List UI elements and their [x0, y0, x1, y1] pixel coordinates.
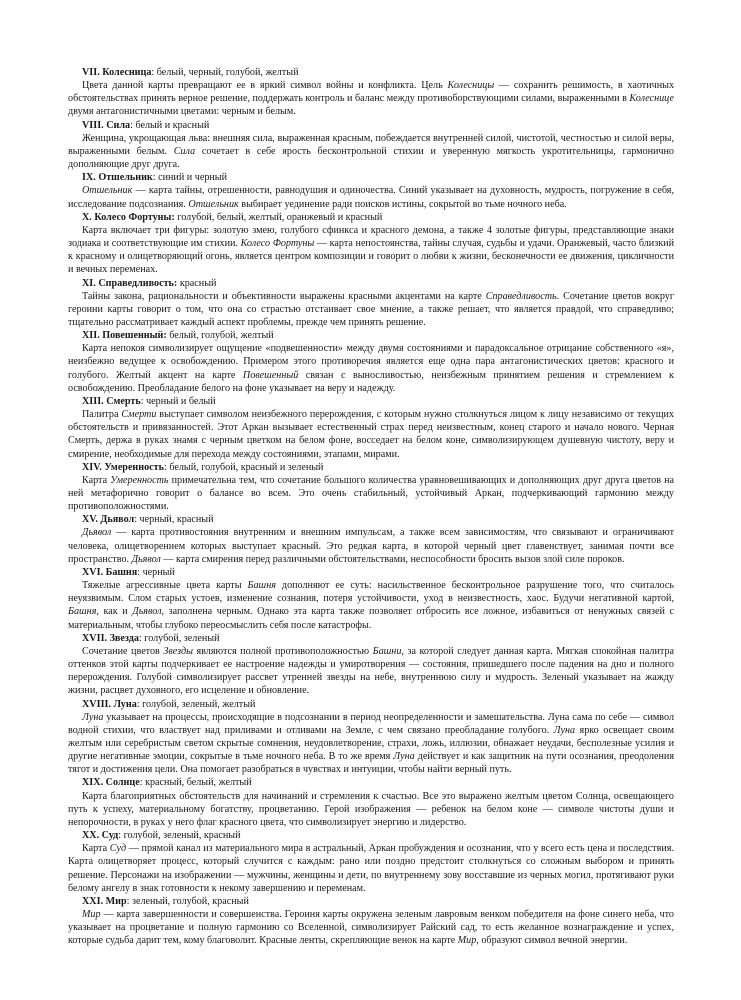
card-title: VIII. Сила	[82, 119, 131, 131]
section-heading	[68, 632, 674, 645]
section-paragraph: Мир — карта завершенности и совершенства. Героиня карты окружена зеленым лавровым венком победителя на фоне синего неба, что указывает на процветание и полную гармонию со Вселенной, символизирует Райский сад, то есть желанное вознаграждение и успех, которые судьба дарит тем, кому благоволит. Красные ленты, скрепляющие венок на карте Мир, образуют символ вечной энергии.	[68, 909, 674, 947]
section-paragraph: Женщина, укрощающая льва: внешняя сила, выраженная красным, побеждается внутренней силой, чистотой, честностью и силой веры, выраженными белым. Сила сочетает в себе ярость бесконтрольной стихии и уверенную мягкость укротительницы, гармонично дополняющие друг друга.	[68, 132, 674, 171]
card-colors: : черный и белый	[140, 395, 216, 407]
card-title: XIII. Смерть	[82, 395, 141, 407]
section-heading	[68, 171, 674, 184]
section-paragraph: Карта благоприятных обстоятельств для начинаний и стремления к счастью. Все это выражено желтым цветом Солнца, освещающего путь к успеху, материальному богатству, процветанию. Герой изображения — ребенок на белом коне — символе чистоты души и непорочности, в руках у него флаг красного цвета, что символизирует энергию и лидерство.	[68, 790, 674, 828]
tarot-card-section	[68, 513, 674, 566]
section-paragraph: Карта включает три фигуры: золотую змею, голубого сфинкса и красного демона, а также 4 золотые фигуры, представляющие знаки зодиака и соответствующие им стихии. Колесо Фортуны — карта непостоянства, тайны случая, судьбы и удачи. Оранжевый, часто близкий к красному и олицетворяющий огонь, является центром композиции и говорит о любви к жизни, бесконечности ее движения, цикличности и вечных переменах.	[68, 224, 674, 276]
card-title: XVII. Звезда	[82, 632, 139, 644]
tarot-card-section	[68, 698, 674, 777]
card-colors: : белый и красный	[130, 119, 210, 131]
section-heading	[68, 119, 674, 132]
section-paragraph: Карта Суд — прямой канал из материального мира в астральный, Аркан пробуждения и осознания, что у всего есть цена и последствия. Карта олицетворяет процесс, который случится с каждым: рано или поздно предстоит столкнуться со сложным выбором и принять решение. Персонажи на изображении — мужчины, женщины и дети, по внутреннему зову восставшие из черных могил, протягивают руки белому ангелу в знак готовности к некому завершению и переменам.	[68, 843, 674, 894]
section-heading	[68, 566, 674, 579]
tarot-card-section	[68, 632, 674, 698]
section-paragraph: Цвета данной карты превращают ее в яркий символ войны и конфликта. Цель Колесницы — сохранить решимость, в хаотичных обстоятельствах принять верное решение, поддержать контроль и баланс между противоборствующими силами, выраженными в Колеснице двумя антагонистичными цветами: черным и белым.	[68, 80, 675, 118]
section-paragraph: Тяжелые агрессивные цвета карты Башня дополняют ее суть: насильственное бесконтрольное разрушение того, что считалось неуязвимым. Слом старых устоев, изменение сознания, потеря устойчивости, уход в неизвестность, хаос. Будучи негативной картой, Башня, как и Дьявол, заполнена черным. Однако эта карта также позволяет отбросить все ложное, избавиться от ненужных связей с материальным, чтобы глубоко переосмыслить себя после катастрофы.	[68, 580, 674, 631]
section-paragraph: Тайны закона, рациональности и объективности выражены красными акцентами на карте Справедливость. Сочетание цветов вокруг героини карты говорит о том, что она со страстью отстаивает свое мнение, а также решает, что является правдой, что справедливо; тщательно рассматривает каждый аспект проблемы, прежде чем принять решение.	[68, 290, 674, 328]
card-colors: : черный, красный	[134, 514, 214, 526]
tarot-card-section	[68, 329, 674, 395]
card-title: XXI. Мир	[82, 895, 127, 907]
card-title: XIV. Умеренность	[82, 461, 164, 473]
tarot-card-section	[68, 66, 674, 119]
section-heading	[68, 395, 674, 408]
tarot-card-section	[68, 211, 674, 277]
section-paragraph: Палитра Смерти выступает символом неизбежного перерождения, с которым нужно столкнуться лицом к лицу независимо от текущих обстоятельств и привязанностей. Этот Аркан вызывает естественный страх перед неизвестным, конец старого и начало нового. Черная Смерть, держа в руках знамя с черным цветком на белом фоне, восседает на белом коне, символизирующем душевную чистоту, веру и смирение, необходимые для перехода между состояниями, этапами, мирами.	[68, 409, 674, 460]
card-colors: : красный, белый, желтый	[139, 777, 252, 789]
section-heading	[68, 66, 674, 79]
card-title: XV. Дьявол	[82, 514, 135, 526]
section-paragraph: Отшельник — карта тайны, отрешенности, равнодушия и одиночества. Синий указывает на духовность, мудрость, погружение в себя, исследование подсознания. Отшельник выбирает уединение ради поисков истины, сокрытой во тьме ночного неба.	[68, 185, 674, 210]
card-colors: : белый, черный, голубой, желтый	[151, 67, 299, 78]
section-paragraph: Дьявол — карта противостояния внутренним и внешним импульсам, а также всем зависимостям, что связывают и ограничивают человека, олицетворением которых выступает красный. Это редкая карта, в которой черный цвет главенствует, занимая почти все пространство. Дьявол — карта смирения перед различными обстоятельствами, неспособности бросить вызов злой силе пороков.	[68, 527, 674, 565]
card-title: XX. Суд	[82, 830, 119, 842]
section-heading	[68, 776, 674, 789]
section-heading	[68, 461, 674, 474]
section-heading	[68, 698, 674, 711]
tarot-card-section	[68, 566, 674, 632]
card-colors: : голубой, зеленый	[138, 632, 220, 644]
tarot-card-section	[68, 895, 674, 948]
card-title: X. Колесо Фортуны:	[82, 211, 175, 223]
card-colors: : голубой, зеленый, красный	[118, 830, 241, 842]
tarot-card-section	[68, 119, 674, 172]
card-title: IX. Отшельник	[82, 172, 153, 184]
section-heading	[68, 513, 674, 526]
card-colors: : голубой, зеленый, желтый	[136, 698, 256, 710]
section-paragraph: Сочетание цветов Звезды являются полной противоположностью Башни, за которой следует данная карта. Мягкая спокойная палитра оттенков этой карты подчеркивает ее настроение надежды и умиротворения — состояния, пришедшего после падения на дно и полного перерождения. Голубой символизирует рассвет утренней звезды на небе, внутреннюю силу и мудрость. Зеленый указывает на жажду жизни, расцвет духовного, его исцеление и обновление.	[68, 645, 675, 697]
card-title: XII. Повешенный:	[82, 330, 167, 342]
card-title: XI. Справедливость:	[82, 277, 178, 289]
card-colors: : черный	[137, 566, 175, 578]
section-heading	[68, 895, 674, 908]
tarot-card-section	[68, 395, 674, 461]
tarot-card-section	[68, 829, 674, 895]
card-colors: голубой, белый, желтый, оранжевый и красный	[174, 211, 383, 223]
card-colors: : белый, голубой, красный и зеленый	[164, 461, 324, 473]
tarot-card-section	[68, 277, 674, 330]
card-colors: красный	[177, 277, 217, 289]
card-title: VII. Колесница	[82, 67, 152, 78]
card-title: XVIII. Луна	[82, 698, 137, 710]
card-colors: : зеленый, голубой, красный	[126, 895, 249, 907]
section-heading	[68, 211, 674, 224]
card-colors: белый, голубой, желтый	[166, 330, 274, 342]
card-colors: : синий и черный	[152, 172, 228, 184]
section-heading	[68, 277, 674, 290]
section-paragraph: Луна указывает на процессы, происходящие в подсознании в период неопределенности и замешательства. Луна сама по себе — символ водной стихии, что властвует над приливами и отливами на Земле, с чем связано преобладание голубого. Луна ярко освещает своим желтым или серебристым светом скрытые сомнения, неудовлетворение, страхи, ложь, иллюзии, обнажает неудачи, бесполезные усилия и другие негативные эмоции, сокрытые в тьме ночного неба. В то же время Луна действует и как защитник на пути осознания, преодоления тягот и достижения цели. Она помогает разобраться в чувствах и интуиции, чтобы найти верный путь.	[68, 711, 674, 776]
tarot-card-section	[68, 776, 674, 829]
card-title: XVI. Башня	[82, 566, 138, 578]
section-heading	[68, 329, 674, 342]
tarot-card-section	[68, 461, 674, 514]
section-paragraph: Карта непокоя символизирует ощущение «подвешенности» между двумя состояниями и парадоксальное отрицание собственного «я», неизбежно ведущее к освобождению. Примером этого противоречия является еще одна пара антагонистических цветов: красного и голубого. Желтый акцент на карте Повешенный связан с выносливостью, неизбежным принятием решения и стремлением к освобождению. Преобладание белого на фоне указывает на веру и надежду.	[68, 343, 674, 394]
tarot-card-section	[68, 171, 674, 210]
card-title: XIX. Солнце	[82, 777, 140, 789]
document-page	[68, 66, 674, 947]
section-heading	[68, 829, 674, 842]
section-paragraph: Карта Умеренность примечательна тем, что сочетание большого количества уравновешивающих и дополняющих друг друга цветов на ней метафорично говорит о балансе во всем. Это очень стабильный, устойчивый Аркан, подчеркивающий гармонию между противоположностями.	[68, 474, 674, 513]
